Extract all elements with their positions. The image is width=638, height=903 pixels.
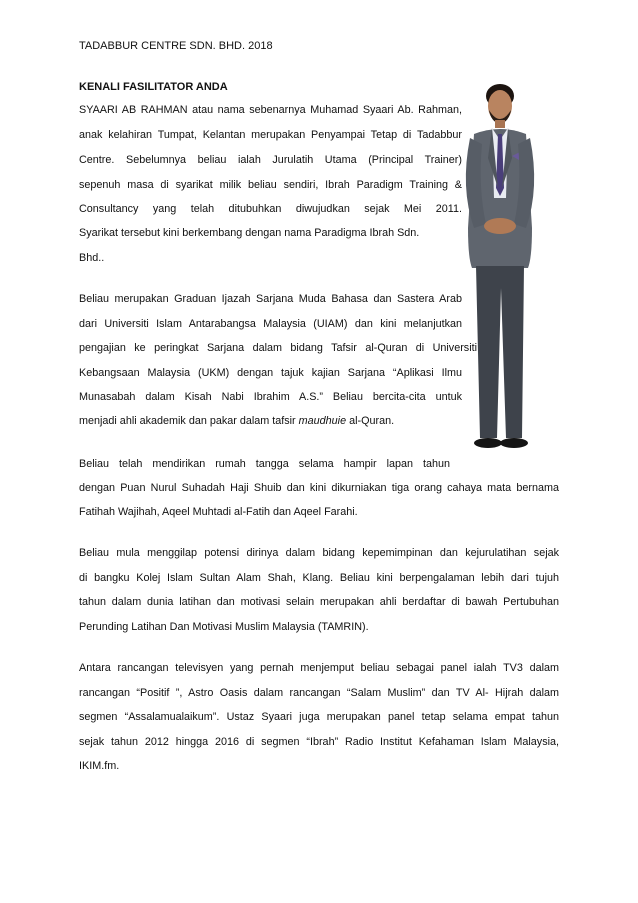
p3-line: Fatihah Wajihah, Aqeel Muhtadi al-Fatih dan Aqeel Farahi. xyxy=(79,506,358,518)
p4-line: Perunding Latihan Dan Motivasi Muslim Malaysia (TAMRIN). xyxy=(79,621,369,633)
p1-line: Centre. Sebelumnya beliau ialah Jurulatih Utama (Principal Trainer) xyxy=(79,154,462,166)
p1-line: Bhd.. xyxy=(79,252,105,264)
p2-line: pengajian ke peringkat Sarjana dalam bidang Tafsir al-Quran di Universiti xyxy=(79,342,477,354)
p2-line: Kebangsaan Malaysia (UKM) dengan tajuk kajian Sarjana “Aplikasi Ilmu xyxy=(79,367,462,379)
p3-line: Beliau telah mendirikan rumah tangga selama hampir lapan tahun xyxy=(79,458,450,470)
p1-line: anak kelahiran Tumpat, Kelantan merupakan Penyampai Tetap di Tadabbur xyxy=(79,129,462,141)
p1-line: Syarikat tersebut kini berkembang dengan nama Paradigma Ibrah Sdn. xyxy=(79,227,420,239)
italic-term: maudhuie xyxy=(298,415,347,427)
p2-line: dari Universiti Islam Antarabangsa Malaysia (UIAM) dan kini melanjutkan xyxy=(79,318,462,330)
p1-line: SYAARI AB RAHMAN atau nama sebenarnya Muhamad Syaari Ab. Rahman, xyxy=(79,104,462,116)
p2-text: menjadi ahli akademik dan pakar dalam tafsir xyxy=(79,415,299,427)
p5-line: IKIM.fm. xyxy=(79,760,120,772)
p4-line: Beliau mula menggilap potensi dirinya dalam bidang kepemimpinan dan kejurulatihan sejak xyxy=(79,547,559,559)
p2-text: al-Quran. xyxy=(346,415,395,427)
p1-line: Consultancy yang telah ditubuhkan diwujudkan sejak Mei 2011. xyxy=(79,203,462,215)
document-header: TADABBUR CENTRE SDN. BHD. 2018 xyxy=(79,40,273,52)
p2-line: Beliau merupakan Graduan Ijazah Sarjana Muda Bahasa dan Sastera Arab xyxy=(79,293,462,305)
p2-line: Munasabah dalam Kisah Nabi Ibrahim A.S.” Beliau bercita-cita untuk xyxy=(79,391,462,403)
facilitator-portrait xyxy=(452,78,548,460)
p4-line: tahun dalam dunia latihan dan motivasi selain merupakan ahli berdaftar di bawah Pertubuhan xyxy=(79,596,559,608)
p5-line: rancangan “Positif ”, Astro Oasis dalam rancangan “Salam Muslim” dan TV Al- Hijrah dalam xyxy=(79,687,559,699)
p5-line: Antara rancangan televisyen yang pernah menjemput beliau sebagai panel ialah TV3 dalam xyxy=(79,662,559,674)
p5-line: segmen “Assalamualaikum”. Ustaz Syaari juga merupakan panel tetap selama empat tahun xyxy=(79,711,559,723)
p5-line: sejak tahun 2012 hingga 2016 di segmen “Ibrah” Radio Institut Kefahaman Islam Malaysia, xyxy=(79,736,559,748)
p3-line: dengan Puan Nurul Suhadah Haji Shuib dan kini dikurniakan tiga orang cahaya mata bernama xyxy=(79,482,559,494)
p4-line: di bangku Kolej Islam Sultan Alam Shah, Klang. Beliau kini berpengalaman lebih dari tujuh xyxy=(79,572,559,584)
p1-line: sepenuh masa di syarikat milik beliau sendiri, Ibrah Paradigm Training & xyxy=(79,179,462,191)
section-title: KENALI FASILITATOR ANDA xyxy=(79,81,228,93)
p2-line-last xyxy=(79,414,394,428)
